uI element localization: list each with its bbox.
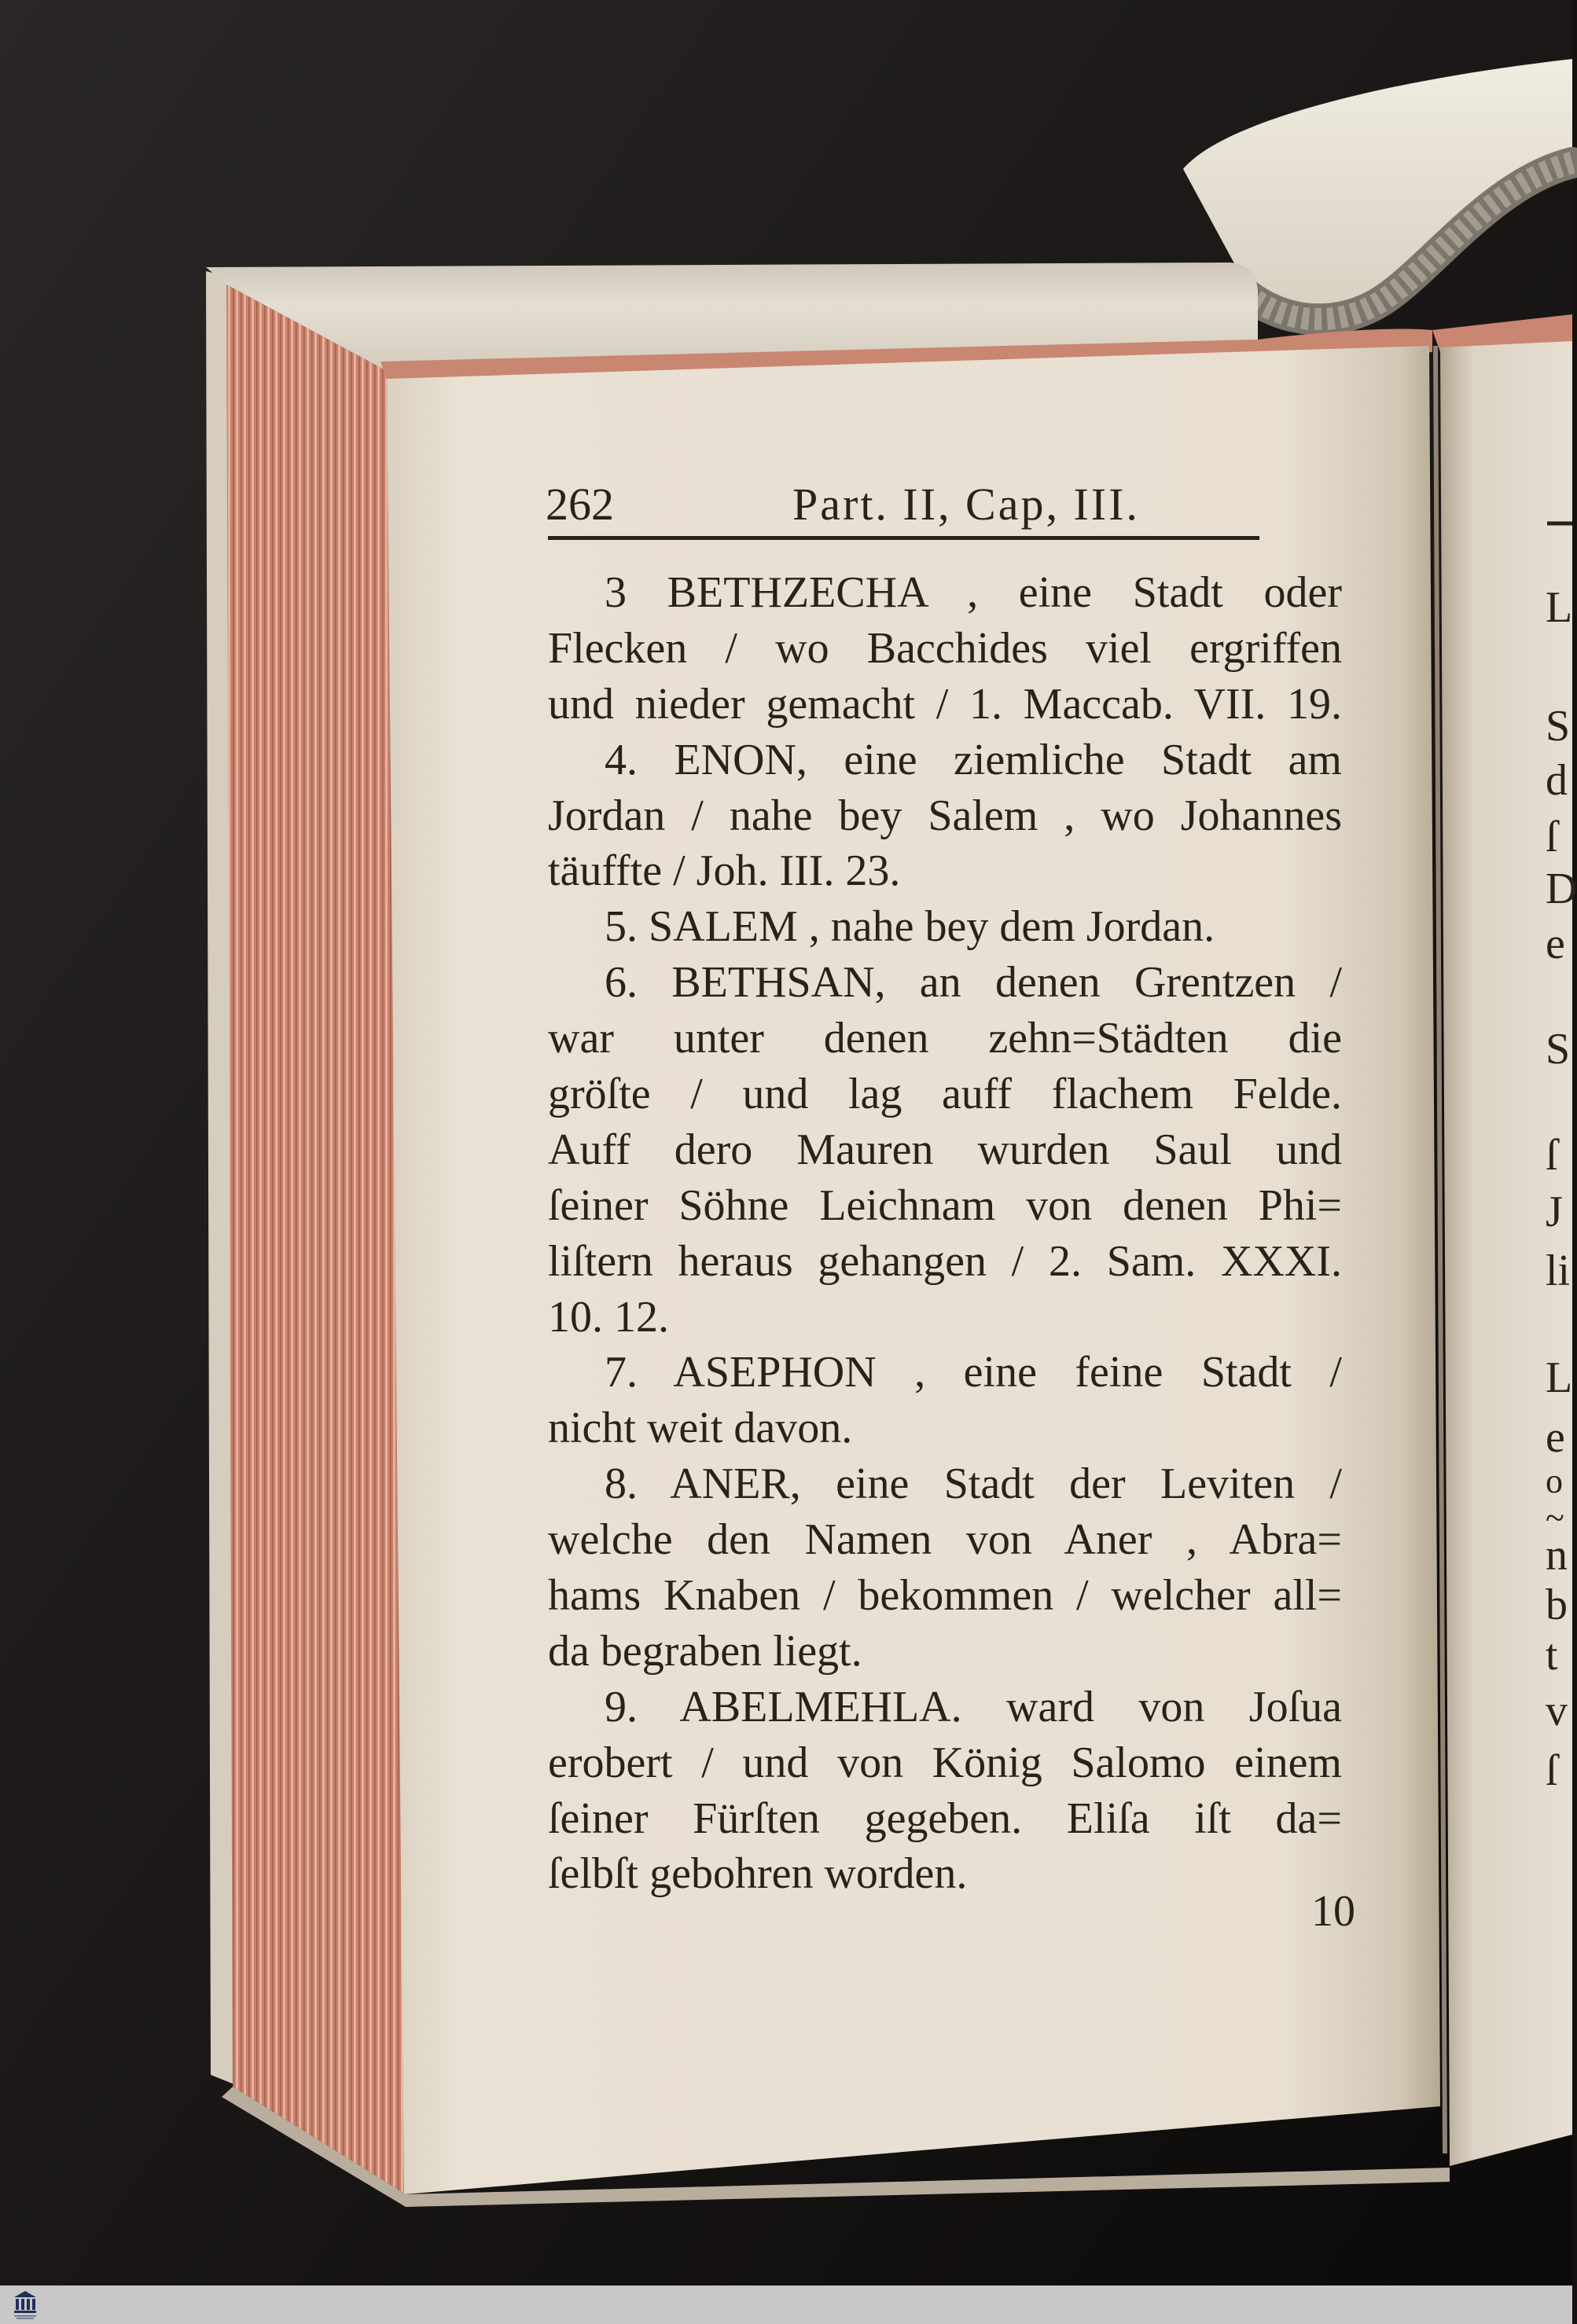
right-page-fragment: L — [1546, 583, 1573, 632]
text-line: Flecken / wo Bacchides viel ergriffen — [548, 623, 1342, 673]
page-number: 262 — [546, 479, 614, 530]
right-page-fragment: e — [1546, 1413, 1565, 1462]
text-line: nicht weit davon. — [548, 1404, 853, 1453]
text-line: 9. ABELMEHLA. ward von Joſua — [605, 1682, 1342, 1731]
right-page-fragment: li — [1546, 1246, 1571, 1295]
right-page-fragment: S — [1546, 702, 1571, 751]
text-line: liſtern heraus gehangen / 2. Sam. XXXI. — [548, 1236, 1342, 1286]
head-rule — [548, 536, 1259, 540]
text-line: 4. ENON, eine ziemliche Stadt am — [605, 735, 1342, 784]
right-page-fragment: S — [1546, 1025, 1571, 1074]
left-page-text — [548, 565, 1342, 1902]
right-page-fragment: J — [1546, 1188, 1563, 1236]
text-line: war unter denen zehn=Städten die — [548, 1014, 1342, 1063]
right-page-fragment: t — [1546, 1631, 1558, 1680]
right-page-fragment: ſ — [1546, 1131, 1558, 1180]
text-line: täuffte / Joh. III. 23. — [548, 846, 901, 896]
right-page-fragment: v — [1546, 1687, 1568, 1735]
right-page-fragment: o — [1546, 1462, 1563, 1500]
text-line: 3 BETHZECHA , eine Stadt oder — [605, 568, 1342, 617]
right-page-fragment: d — [1546, 756, 1568, 805]
text-line: und nieder gemacht / 1. Maccab. VII. 19. — [548, 679, 1342, 729]
text-line: 10. 12. — [548, 1292, 669, 1342]
text-line: welche den Namen von Aner , Abra= — [548, 1515, 1342, 1565]
right-page-fragment: L — [1546, 1353, 1573, 1402]
catchword: 10 — [1311, 1887, 1355, 1936]
right-page-fragment: b — [1546, 1581, 1568, 1629]
right-page-fragment: ſ — [1546, 1746, 1558, 1795]
running-title: Part. II, Cap, III. — [792, 479, 1140, 530]
text-line: Jordan / nahe bey Salem , wo Johannes — [548, 791, 1342, 840]
right-page-fragment: e — [1546, 920, 1565, 968]
right-page-fragment: n — [1546, 1531, 1568, 1580]
text-line: hams Knaben / bekommen / welcher all= — [548, 1571, 1342, 1621]
text-line: Auff dero Mauren wurden Saul und — [548, 1125, 1342, 1174]
text-line: ſeiner Fürſten gegeben. Eliſa iſt da= — [548, 1793, 1342, 1843]
library-logo-icon — [9, 2289, 41, 2320]
text-line: da begraben liegt. — [548, 1626, 862, 1676]
text-line: 5. SALEM , nahe bey dem Jordan. — [605, 902, 1215, 952]
text-line: erobert / und von König Salomo einem — [548, 1738, 1342, 1787]
right-page-text — [1541, 0, 1577, 2324]
right-page-fragment: ~ — [1546, 1499, 1564, 1537]
right-page-fragment: D — [1546, 865, 1577, 913]
running-head — [546, 476, 1340, 533]
page-edges — [226, 285, 406, 2194]
right-page-fragment: ſ — [1546, 813, 1558, 861]
text-line: ſelbſt gebohren worden. — [548, 1849, 968, 1899]
text-line: ſeiner Söhne Leichnam von denen Phi= — [548, 1180, 1342, 1230]
text-line: 7. ASEPHON , eine feine Stadt / — [605, 1348, 1342, 1397]
text-line: 6. BETHSAN, an denen Grentzen / — [605, 958, 1342, 1008]
text-line: gröſte / und lag auff flachem Felde. — [548, 1070, 1342, 1119]
text-line: 8. ANER, eine Stadt der Leviten / — [605, 1459, 1342, 1509]
viewer-footer-bar — [0, 2285, 1572, 2324]
